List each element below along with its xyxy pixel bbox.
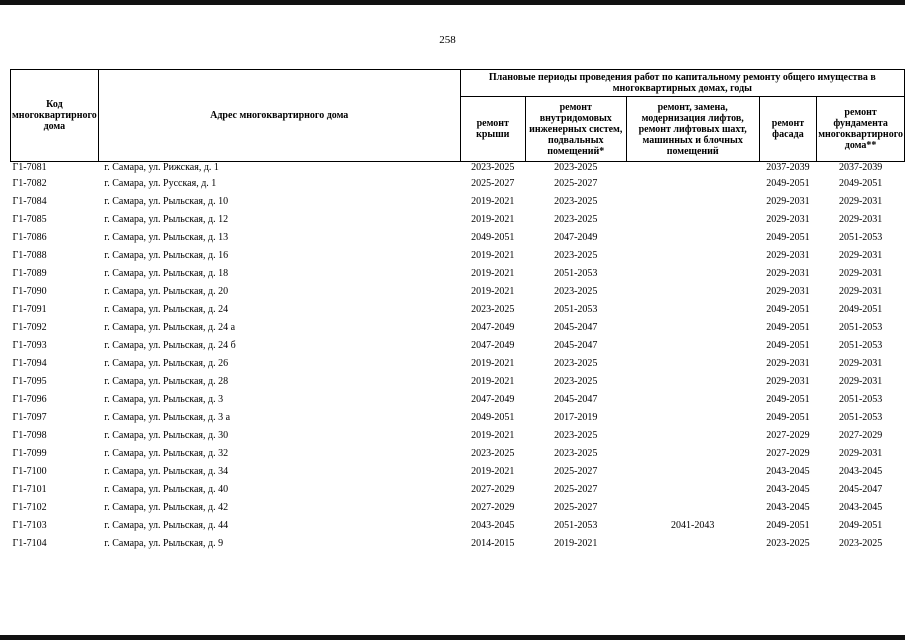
cell-foundation: 2049-2051 [838, 303, 883, 315]
cell-lifts [626, 498, 759, 516]
cell-facade: 2029-2031 [766, 357, 810, 369]
cell-code: Г1-7089 [12, 267, 47, 279]
cell-address: г. Самара, ул. Рыльская, д. 26 [104, 357, 229, 369]
cell-lifts [626, 228, 759, 246]
table-row [11, 444, 905, 462]
scan-top-border [0, 0, 905, 5]
cell-lifts [626, 246, 759, 264]
cell-foundation: 2051-2053 [838, 411, 883, 423]
cell-address: г. Самара, ул. Рыльская, д. 9 [104, 537, 224, 549]
cell-systems: 2051-2053 [554, 267, 598, 279]
cell-code: Г1-7086 [12, 231, 47, 243]
table-row [11, 534, 905, 552]
cell-code: Г1-7091 [12, 303, 47, 315]
cell-systems: 2023-2025 [554, 357, 598, 369]
header-planned-periods: Плановые периоды проведения работ по капитальному ремонту общего имущества в многоквартирных домах, годы [460, 70, 904, 97]
cell-address: г. Самара, ул. Рыльская, д. 44 [104, 519, 229, 531]
cell-roof: 2019-2021 [471, 429, 515, 441]
cell-roof: 2023-2025 [471, 162, 515, 173]
cell-facade: 2049-2051 [766, 231, 810, 243]
cell-address: г. Самара, ул. Рыльская, д. 28 [104, 375, 229, 387]
table-row [11, 300, 905, 318]
cell-roof: 2027-2029 [471, 483, 515, 495]
cell-facade: 2043-2045 [766, 501, 810, 513]
header-systems: ремонт внутридомовых инженерных систем, подвальных помещений* [525, 97, 626, 162]
cell-facade: 2029-2031 [766, 249, 810, 261]
cell-lifts [626, 336, 759, 354]
cell-address: г. Самара, ул. Рыльская, д. 40 [104, 483, 229, 495]
table-row [11, 246, 905, 264]
cell-code: Г1-7085 [12, 213, 47, 225]
cell-lifts [626, 162, 759, 175]
cell-systems: 2017-2019 [554, 411, 598, 423]
table-row [11, 210, 905, 228]
cell-facade: 2049-2051 [766, 519, 810, 531]
cell-roof: 2027-2029 [471, 501, 515, 513]
table-row [11, 336, 905, 354]
scan-bottom-border [0, 635, 905, 640]
cell-roof: 2019-2021 [471, 285, 515, 297]
cell-systems: 2045-2047 [554, 393, 598, 405]
cell-code: Г1-7099 [12, 447, 47, 459]
cell-code: Г1-7090 [12, 285, 47, 297]
cell-roof: 2049-2051 [471, 411, 515, 423]
cell-roof: 2047-2049 [471, 339, 515, 351]
cell-facade: 2023-2025 [766, 537, 810, 549]
cell-lifts [626, 354, 759, 372]
cell-foundation: 2023-2025 [838, 537, 883, 549]
cell-foundation: 2029-2031 [838, 285, 883, 297]
cell-address: г. Самара, ул. Рыльская, д. 24 б [104, 339, 236, 351]
cell-facade: 2037-2039 [766, 162, 810, 173]
cell-code: Г1-7082 [12, 177, 47, 189]
cell-code: Г1-7100 [12, 465, 47, 477]
cell-foundation: 2027-2029 [838, 429, 883, 441]
cell-lifts [626, 390, 759, 408]
cell-foundation: 2043-2045 [838, 501, 883, 513]
cell-code: Г1-7104 [12, 537, 47, 549]
cell-systems: 2045-2047 [554, 321, 598, 333]
cell-systems: 2023-2025 [554, 249, 598, 261]
cell-systems: 2019-2021 [554, 537, 598, 549]
cell-address: г. Самара, ул. Рыльская, д. 24 [104, 303, 229, 315]
cell-systems: 2023-2025 [554, 375, 598, 387]
cell-address: г. Самара, ул. Рыльская, д. 42 [104, 501, 229, 513]
cell-roof: 2025-2027 [471, 177, 515, 189]
cell-facade: 2049-2051 [766, 177, 810, 189]
cell-facade: 2027-2029 [766, 429, 810, 441]
cell-foundation: 2029-2031 [838, 447, 883, 459]
cell-roof: 2049-2051 [471, 231, 515, 243]
cell-facade: 2049-2051 [766, 339, 810, 351]
cell-address: г. Самара, ул. Рижская, д. 1 [104, 162, 219, 173]
cell-roof: 2019-2021 [471, 213, 515, 225]
cell-systems: 2047-2049 [554, 231, 598, 243]
cell-facade: 2029-2031 [766, 213, 810, 225]
cell-address: г. Самара, ул. Рыльская, д. 34 [104, 465, 229, 477]
header-address: Адрес многоквартирного дома [98, 70, 460, 162]
cell-roof: 2019-2021 [471, 357, 515, 369]
cell-lifts [626, 462, 759, 480]
cell-roof: 2047-2049 [471, 321, 515, 333]
cell-code: Г1-7103 [12, 519, 47, 531]
cell-systems: 2025-2027 [554, 177, 598, 189]
cell-lifts [626, 372, 759, 390]
cell-foundation: 2051-2053 [838, 393, 883, 405]
cell-lifts [626, 444, 759, 462]
table-body [11, 162, 905, 553]
cell-lifts [626, 426, 759, 444]
cell-lifts [626, 300, 759, 318]
cell-roof: 2023-2025 [471, 303, 515, 315]
cell-code: Г1-7095 [12, 375, 47, 387]
cell-roof: 2019-2021 [471, 195, 515, 207]
cell-facade: 2043-2045 [766, 483, 810, 495]
cell-code: Г1-7098 [12, 429, 47, 441]
cell-foundation: 2029-2031 [838, 195, 883, 207]
cell-roof: 2019-2021 [471, 267, 515, 279]
cell-lifts [626, 534, 759, 552]
cell-lifts [626, 282, 759, 300]
cell-address: г. Самара, ул. Рыльская, д. 3 а [104, 411, 231, 423]
cell-code: Г1-7101 [12, 483, 47, 495]
cell-systems: 2023-2025 [554, 213, 598, 225]
header-code: Код многоквартирного дома [11, 70, 99, 162]
cell-code: Г1-7084 [12, 195, 47, 207]
cell-code: Г1-7088 [12, 249, 47, 261]
cell-address: г. Самара, ул. Рыльская, д. 30 [104, 429, 229, 441]
cell-systems: 2025-2027 [554, 465, 598, 477]
header-foundation: ремонт фундамента многоквартирного дома** [817, 97, 905, 162]
cell-foundation: 2037-2039 [838, 162, 883, 173]
cell-foundation: 2051-2053 [838, 321, 883, 333]
capital-repair-schedule-table [10, 69, 905, 552]
cell-address: г. Самара, ул. Рыльская, д. 12 [104, 213, 229, 225]
cell-code: Г1-7097 [12, 411, 47, 423]
cell-facade: 2029-2031 [766, 375, 810, 387]
table-row [11, 426, 905, 444]
cell-address: г. Самара, ул. Рыльская, д. 3 [104, 393, 224, 405]
cell-facade: 2043-2045 [766, 465, 810, 477]
cell-foundation: 2051-2053 [838, 339, 883, 351]
cell-facade: 2029-2031 [766, 267, 810, 279]
cell-lifts [626, 210, 759, 228]
cell-address: г. Самара, ул. Рыльская, д. 18 [104, 267, 229, 279]
table-row [11, 282, 905, 300]
cell-systems: 2023-2025 [554, 162, 598, 173]
cell-address: г. Самара, ул. Рыльская, д. 24 а [104, 321, 236, 333]
table-row [11, 228, 905, 246]
cell-foundation: 2049-2051 [838, 177, 883, 189]
cell-lifts: 2041-2043 [671, 519, 715, 531]
table-row [11, 462, 905, 480]
table-row [11, 318, 905, 336]
cell-address: г. Самара, ул. Рыльская, д. 10 [104, 195, 229, 207]
cell-roof: 2014-2015 [471, 537, 515, 549]
page-number: 258 [439, 34, 456, 46]
table-row [11, 354, 905, 372]
cell-facade: 2049-2051 [766, 321, 810, 333]
table-row [11, 480, 905, 498]
cell-facade: 2027-2029 [766, 447, 810, 459]
cell-lifts [626, 192, 759, 210]
header-roof: ремонт крыши [460, 97, 525, 162]
cell-systems: 2051-2053 [554, 303, 598, 315]
cell-systems: 2045-2047 [554, 339, 598, 351]
cell-facade: 2029-2031 [766, 285, 810, 297]
cell-foundation: 2029-2031 [838, 375, 883, 387]
cell-facade: 2049-2051 [766, 303, 810, 315]
cell-roof: 2019-2021 [471, 249, 515, 261]
cell-foundation: 2049-2051 [838, 519, 883, 531]
table-row [11, 408, 905, 426]
cell-address: г. Самара, ул. Рыльская, д. 16 [104, 249, 229, 261]
table-row [11, 264, 905, 282]
cell-code: Г1-7102 [12, 501, 47, 513]
cell-code: Г1-7092 [12, 321, 47, 333]
cell-lifts [626, 264, 759, 282]
table-row [11, 390, 905, 408]
cell-systems: 2051-2053 [554, 519, 598, 531]
cell-code: Г1-7094 [12, 357, 47, 369]
cell-systems: 2025-2027 [554, 483, 598, 495]
cell-systems: 2023-2025 [554, 429, 598, 441]
table-row [11, 174, 905, 192]
cell-foundation: 2043-2045 [838, 465, 883, 477]
cell-address: г. Самара, ул. Рыльская, д. 20 [104, 285, 229, 297]
cell-facade: 2049-2051 [766, 411, 810, 423]
cell-facade: 2029-2031 [766, 195, 810, 207]
cell-systems: 2023-2025 [554, 285, 598, 297]
cell-roof: 2019-2021 [471, 465, 515, 477]
cell-foundation: 2029-2031 [838, 267, 883, 279]
header-facade: ремонт фасада [759, 97, 817, 162]
cell-systems: 2023-2025 [554, 195, 598, 207]
cell-lifts [626, 174, 759, 192]
cell-foundation: 2029-2031 [838, 357, 883, 369]
header-lifts: ремонт, замена, модернизация лифтов, ремонт лифтовых шахт, машинных и блочных помещений [626, 97, 759, 162]
cell-facade: 2049-2051 [766, 393, 810, 405]
cell-roof: 2019-2021 [471, 375, 515, 387]
cell-code: Г1-7081 [12, 162, 47, 173]
cell-roof: 2043-2045 [471, 519, 515, 531]
cell-address: г. Самара, ул. Русская, д. 1 [104, 177, 217, 189]
table-row [11, 516, 905, 534]
table-row [11, 162, 905, 175]
cell-roof: 2047-2049 [471, 393, 515, 405]
cell-foundation: 2029-2031 [838, 249, 883, 261]
cell-foundation: 2045-2047 [838, 483, 883, 495]
cell-lifts [626, 318, 759, 336]
cell-foundation: 2029-2031 [838, 213, 883, 225]
cell-lifts [626, 408, 759, 426]
cell-code: Г1-7093 [12, 339, 47, 351]
cell-code: Г1-7096 [12, 393, 47, 405]
cell-address: г. Самара, ул. Рыльская, д. 32 [104, 447, 229, 459]
cell-systems: 2023-2025 [554, 447, 598, 459]
cell-lifts [626, 480, 759, 498]
table-row [11, 372, 905, 390]
cell-foundation: 2051-2053 [838, 231, 883, 243]
cell-address: г. Самара, ул. Рыльская, д. 13 [104, 231, 229, 243]
cell-roof: 2023-2025 [471, 447, 515, 459]
table-row [11, 498, 905, 516]
table-row [11, 192, 905, 210]
cell-systems: 2025-2027 [554, 501, 598, 513]
